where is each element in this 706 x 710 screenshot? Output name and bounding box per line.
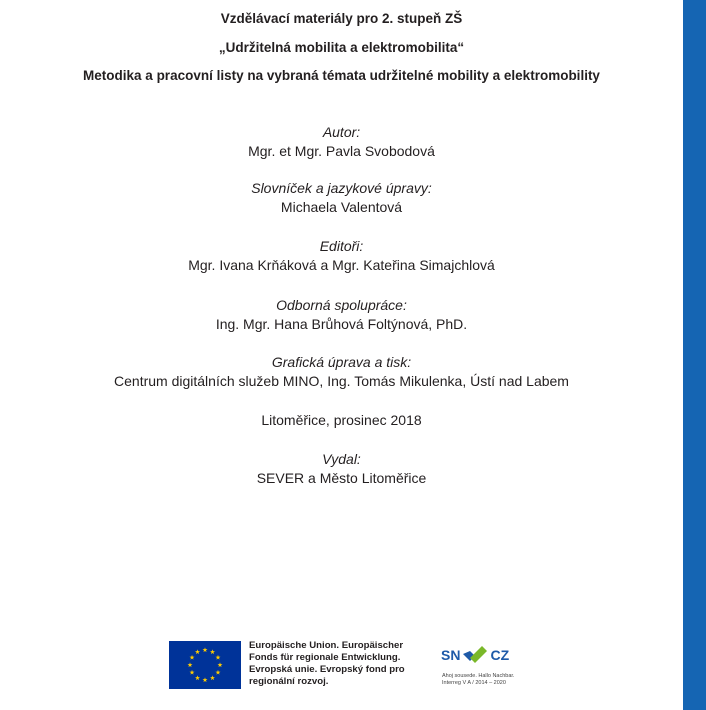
credit-role: Slovníček a jazykové úpravy:	[251, 180, 432, 196]
credit-role: Vydal:	[322, 451, 361, 467]
header-project-title: „Udržitelná mobilita a elektromobilita“	[218, 40, 465, 55]
interreg-chevron-icon	[462, 646, 488, 664]
credit-role: Editoři:	[319, 238, 364, 254]
interreg-sn-label: SN	[441, 647, 461, 663]
credit-name: Ing. Mgr. Hana Brůhová Foltýnová, PhD.	[215, 316, 468, 332]
interreg-tagline-line: Interreg V A / 2014 – 2020	[442, 680, 506, 686]
eu-flag-logo	[169, 641, 241, 689]
credit-author	[0, 123, 683, 161]
interreg-logo	[441, 644, 561, 692]
place-date: Litoměřice, prosinec 2018	[261, 412, 422, 428]
credit-role: Autor:	[322, 124, 361, 140]
credit-publisher	[0, 450, 683, 488]
credit-name: Michaela Valentová	[280, 199, 403, 215]
credit-design	[0, 353, 683, 391]
header-school-level: Vzdělávací materiály pro 2. stupeň ZŠ	[220, 11, 463, 26]
credit-name: Mgr. Ivana Krňáková a Mgr. Kateřina Simajchlová	[188, 257, 495, 273]
header-subtitle: Metodika a pracovní listy na vybraná témata udržitelné mobility a elektromobility	[83, 68, 600, 83]
credit-name: Mgr. et Mgr. Pavla Svobodová	[248, 143, 435, 159]
eu-funding-text	[249, 640, 405, 688]
interreg-tagline	[442, 673, 514, 687]
eu-funding-line: regionální rozvoj.	[249, 676, 329, 687]
credit-glossary	[0, 179, 683, 217]
credit-name: SEVER a Město Litoměřice	[256, 470, 427, 486]
credit-role: Odborná spolupráce:	[276, 297, 407, 313]
interreg-cz-label: CZ	[490, 647, 510, 663]
credit-expert	[0, 296, 683, 334]
eu-funding-line: Europäische Union. Europäischer	[249, 640, 404, 651]
credit-name: Centrum digitálních služeb MINO, Ing. Tomás Mikulenka, Ústí nad Labem	[114, 373, 569, 389]
side-accent-bar	[683, 0, 706, 710]
credit-role: Grafická úprava a tisk:	[271, 354, 412, 370]
eu-funding-line: Fonds für regionale Entwicklung.	[249, 652, 401, 663]
eu-funding-line: Evropská unie. Evropský fond pro	[249, 664, 405, 675]
interreg-tagline-line: Ahoj sousede. Hallo Nachbar.	[442, 673, 515, 679]
credit-editors	[0, 237, 683, 275]
